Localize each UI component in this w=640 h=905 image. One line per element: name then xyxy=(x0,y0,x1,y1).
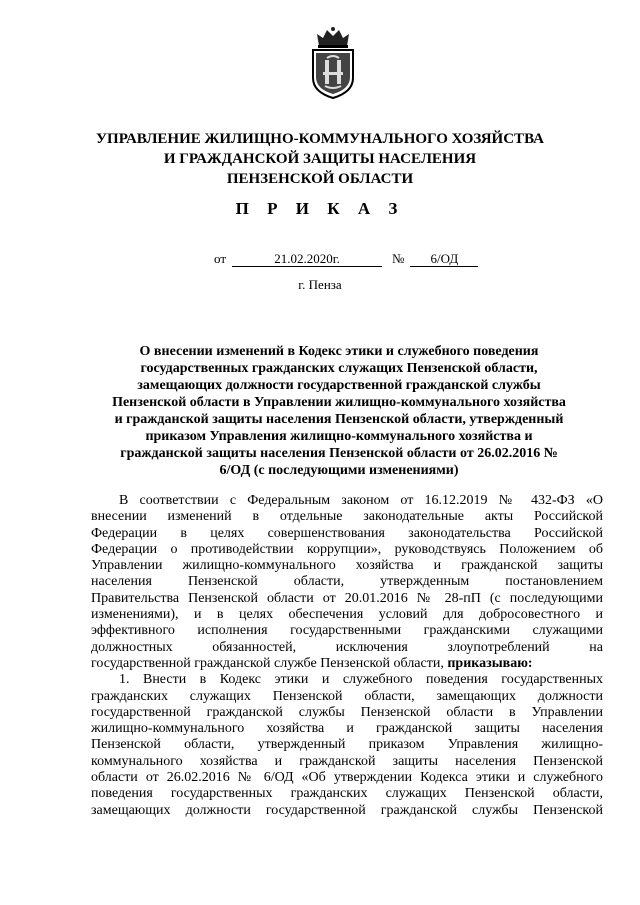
body-line: гражданских служащих Пензенской области, замещающих должности xyxy=(91,688,603,704)
body-line: Федерации в целях совершенствования законодательства Российской xyxy=(91,525,603,541)
subject-line: замещающих должности государственной гражданской службы xyxy=(137,378,541,393)
body-line: Правительства Пензенской области от 20.01.2016 № 28-пП (с последующими xyxy=(91,590,603,606)
body-line: Федерации о противодействии коррупции», руководствуясь Положением об xyxy=(91,541,603,557)
number-value: 6/ОД xyxy=(410,252,478,267)
subject-line: и гражданской защиты населения Пензенской области, утвержденный xyxy=(114,412,564,427)
subject-line: государственных гражданских служащих Пензенской области, xyxy=(140,361,538,376)
body-line: эффективного исполнения государственными гражданскими служащими xyxy=(91,623,603,639)
subject-line: приказом Управления жилищно-коммунального хозяйства и xyxy=(145,429,533,444)
body-line-last xyxy=(91,656,603,672)
date-number-line xyxy=(214,251,478,267)
city-name: г. Пенза xyxy=(298,277,342,292)
order-subject xyxy=(96,343,582,479)
body-line: внесении изменений в отдельные законодательные акты Российской xyxy=(91,509,603,525)
body-line: должностных обязанностей, исключения злоупотреблений на xyxy=(91,639,603,655)
subject-line: гражданской защиты населения Пензенской области от 26.02.2016 № xyxy=(120,446,558,461)
body-line: жилищно-коммунального хозяйства и гражданской защиты населения xyxy=(91,721,603,737)
body-line: коммунального хозяйства и гражданской защиты населения Пензенской xyxy=(91,753,603,769)
penza-coat-of-arms-icon xyxy=(303,26,363,100)
body-line-text: государственной гражданской службе Пензенской области, xyxy=(91,655,444,671)
org-line: И ГРАЖДАНСКОЙ ЗАЩИТЫ НАСЕЛЕНИЯ xyxy=(163,151,477,167)
order-word: приказываю: xyxy=(447,655,533,671)
body-line: населения Пензенской области, утвержденным постановлением xyxy=(91,574,603,590)
order-body xyxy=(91,493,603,819)
body-line: государственной гражданской службы Пензенской области в Управлении xyxy=(91,704,603,720)
subject-line: О внесении изменений в Кодекс этики и служебного поведения xyxy=(139,344,539,359)
body-line: В соответствии с Федеральным законом от 16.12.2019 № 432-ФЗ «О xyxy=(119,493,603,508)
body-line: Пензенской области, утвержденный приказом Управления жилищно- xyxy=(91,737,603,753)
organization-name xyxy=(0,129,640,189)
date-value: 21.02.2020г. xyxy=(232,252,382,267)
subject-line: Пензенской области в Управлении жилищно-коммунального хозяйства xyxy=(112,395,566,410)
document-type-title: П Р И К А З xyxy=(235,199,405,218)
body-line: Управлении жилищно-коммунального хозяйства и гражданской защиты xyxy=(91,558,603,574)
subject-line: 6/ОД (с последующими изменениями) xyxy=(219,463,459,478)
body-line: замещающих должности государственной гражданской службы Пензенской xyxy=(91,802,603,818)
number-label: № xyxy=(392,251,405,266)
org-line: УПРАВЛЕНИЕ ЖИЛИЩНО-КОММУНАЛЬНОГО ХОЗЯЙСТВА xyxy=(96,131,544,147)
date-label: от xyxy=(214,251,227,266)
body-line: изменениями), и в целях обеспечения условий для добросовестного и xyxy=(91,607,603,623)
body-line: 1. Внести в Кодекс этики и служебного поведения государственных xyxy=(119,672,603,688)
org-line: ПЕНЗЕНСКОЙ ОБЛАСТИ xyxy=(226,171,414,187)
body-line: области от 26.02.2016 № 6/ОД «Об утверждении Кодекса этики и служебного xyxy=(91,770,603,786)
body-line: поведения государственных гражданских служащих Пензенской области, xyxy=(91,786,603,802)
